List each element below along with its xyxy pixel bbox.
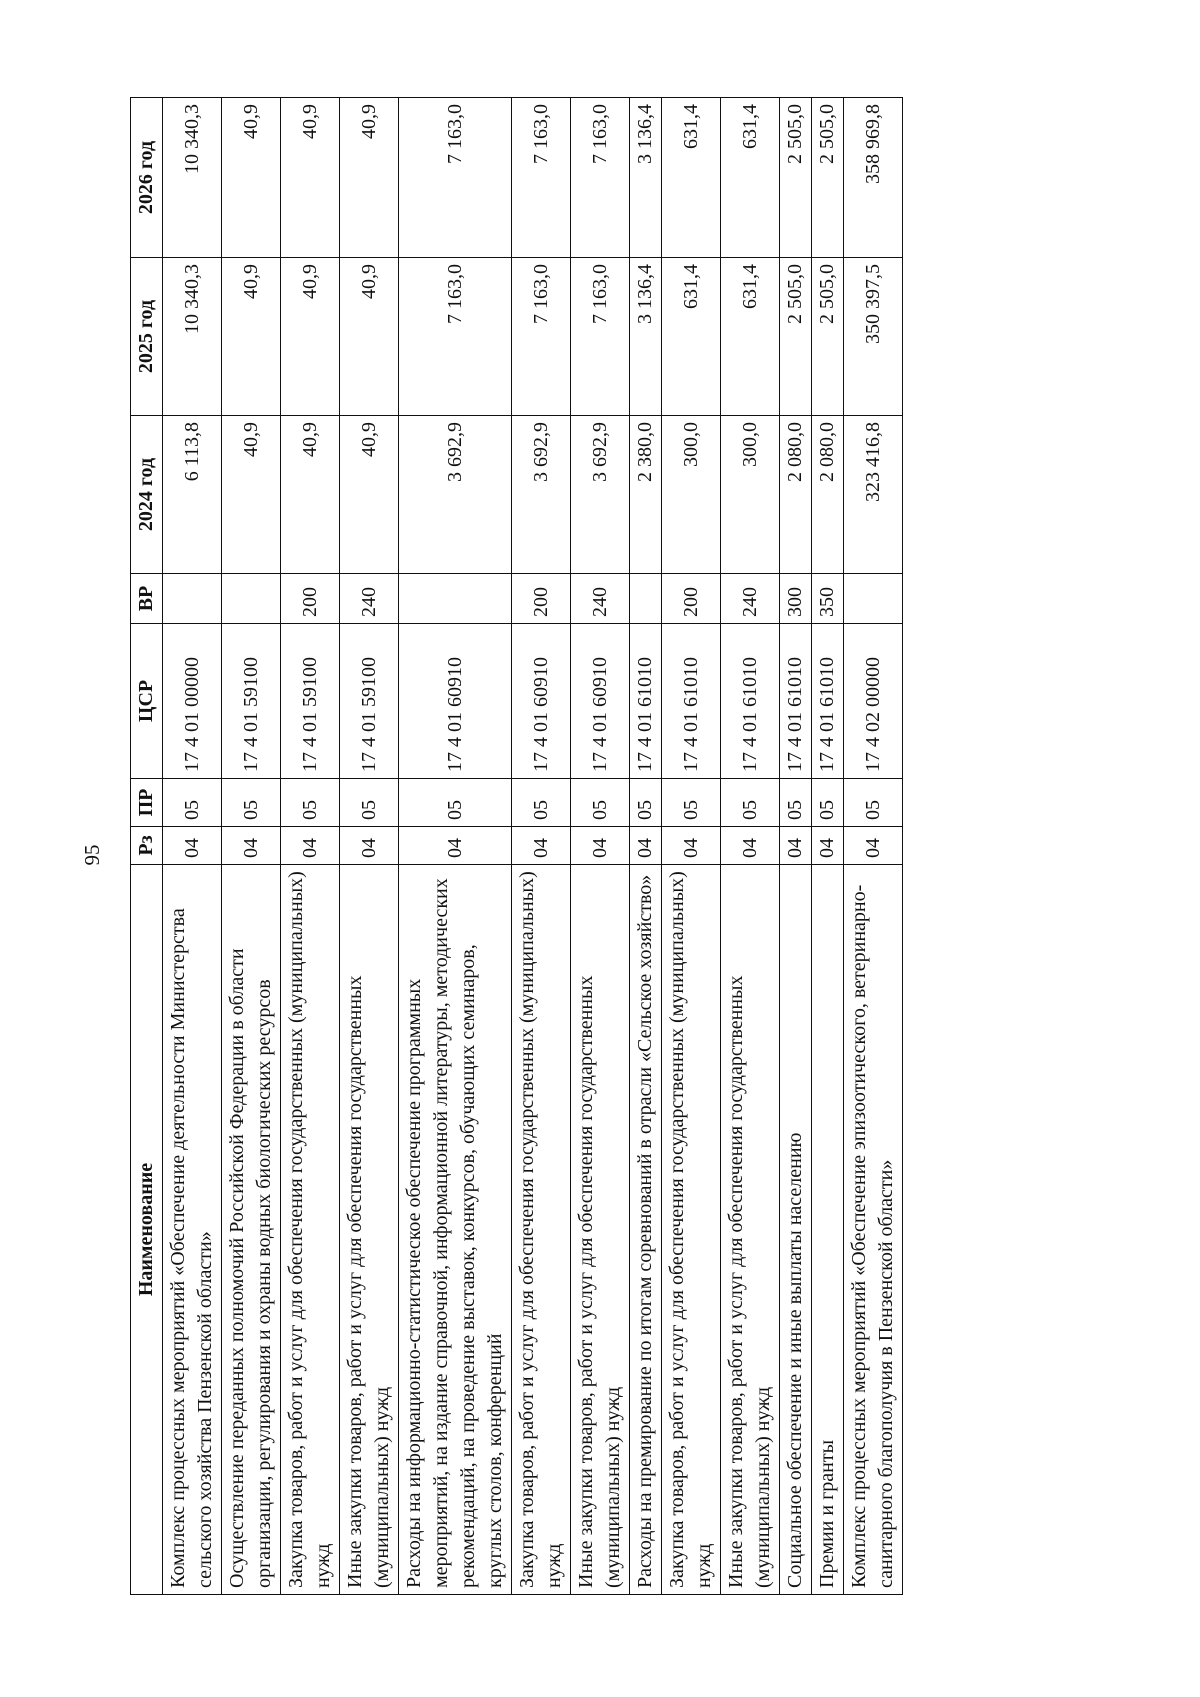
- cell-vr: 240: [571, 574, 630, 624]
- cell-pr: 05: [222, 779, 281, 827]
- table-body: [163, 98, 903, 1595]
- cell-2026: 631,4: [721, 98, 780, 258]
- cell-pr: 05: [630, 779, 662, 827]
- cell-csr: 17 4 01 60910: [512, 624, 571, 779]
- cell-2025: 2 505,0: [812, 258, 844, 416]
- cell-2025: 7 163,0: [571, 258, 630, 416]
- cell-2025: 40,9: [340, 258, 399, 416]
- cell-2026: 40,9: [222, 98, 281, 258]
- cell-2026: 7 163,0: [512, 98, 571, 258]
- cell-vr: 350: [812, 574, 844, 624]
- cell-name: Закупка товаров, работ и услуг для обеспечения государственных (муниципальных) нужд: [662, 865, 721, 1595]
- cell-2025: 40,9: [281, 258, 340, 416]
- cell-name: Расходы на информационно-статистическое обеспечение программных мероприятий, на издание справочной, информационной литературы, методических рекомендаций, на проведение выставок, конкурсов, обучающих семинаров, круглых столов, конференций: [399, 865, 512, 1595]
- rotated-table-container: [130, 98, 1010, 1595]
- cell-pr: 05: [812, 779, 844, 827]
- cell-rz: 04: [163, 827, 222, 865]
- cell-2026: 631,4: [662, 98, 721, 258]
- cell-2024: 40,9: [340, 416, 399, 574]
- cell-name: Социальное обеспечение и иные выплаты населению: [780, 865, 812, 1595]
- cell-vr: 200: [281, 574, 340, 624]
- cell-pr: 05: [512, 779, 571, 827]
- cell-2026: 10 340,3: [163, 98, 222, 258]
- cell-rz: 04: [340, 827, 399, 865]
- cell-2025: 2 505,0: [780, 258, 812, 416]
- cell-csr: 17 4 01 61010: [721, 624, 780, 779]
- header-2025: 2025 год: [131, 258, 163, 416]
- cell-2024: 40,9: [281, 416, 340, 574]
- table-row: [281, 98, 340, 1595]
- cell-vr: 240: [340, 574, 399, 624]
- cell-rz: 04: [222, 827, 281, 865]
- cell-2025: 7 163,0: [399, 258, 512, 416]
- cell-csr: 17 4 01 00000: [163, 624, 222, 779]
- cell-name: Комплекс процессных мероприятий «Обеспечение деятельности Министерства сельского хозяйства Пензенской области»: [163, 865, 222, 1595]
- budget-table: [130, 97, 903, 1595]
- cell-rz: 04: [571, 827, 630, 865]
- cell-name: Премии и гранты: [812, 865, 844, 1595]
- cell-2026: 2 505,0: [780, 98, 812, 258]
- cell-csr: 17 4 01 60910: [399, 624, 512, 779]
- cell-csr: 17 4 01 59100: [281, 624, 340, 779]
- table-header-row: [131, 98, 163, 1595]
- table-row: [571, 98, 630, 1595]
- cell-csr: 17 4 02 00000: [844, 624, 903, 779]
- cell-csr: 17 4 01 60910: [571, 624, 630, 779]
- table-row: [222, 98, 281, 1595]
- table-row: [340, 98, 399, 1595]
- page-number: 95: [80, 844, 104, 866]
- cell-pr: 05: [340, 779, 399, 827]
- cell-2024: 2 080,0: [780, 416, 812, 574]
- cell-rz: 04: [721, 827, 780, 865]
- cell-2024: 300,0: [721, 416, 780, 574]
- cell-vr: 200: [662, 574, 721, 624]
- cell-pr: 05: [163, 779, 222, 827]
- cell-2024: 323 416,8: [844, 416, 903, 574]
- header-name: Наименование: [131, 865, 163, 1595]
- cell-pr: 05: [571, 779, 630, 827]
- header-rz: Рз: [131, 827, 163, 865]
- table-row: [844, 98, 903, 1595]
- cell-2024: 3 692,9: [399, 416, 512, 574]
- cell-2026: 7 163,0: [571, 98, 630, 258]
- cell-2025: 350 397,5: [844, 258, 903, 416]
- table-row: [780, 98, 812, 1595]
- cell-2024: 3 692,9: [571, 416, 630, 574]
- cell-pr: 05: [399, 779, 512, 827]
- cell-2025: 631,4: [662, 258, 721, 416]
- cell-vr: [844, 574, 903, 624]
- table-row: [399, 98, 512, 1595]
- cell-2025: 40,9: [222, 258, 281, 416]
- cell-2024: 2 080,0: [812, 416, 844, 574]
- cell-csr: 17 4 01 61010: [630, 624, 662, 779]
- cell-2025: 3 136,4: [630, 258, 662, 416]
- header-2026: 2026 год: [131, 98, 163, 258]
- cell-2025: 631,4: [721, 258, 780, 416]
- cell-vr: 240: [721, 574, 780, 624]
- cell-csr: 17 4 01 61010: [780, 624, 812, 779]
- cell-vr: [222, 574, 281, 624]
- cell-csr: 17 4 01 59100: [340, 624, 399, 779]
- cell-name: Расходы на премирование по итогам соревнований в отрасли «Сельское хозяйство»: [630, 865, 662, 1595]
- cell-name: Комплекс процессных мероприятий «Обеспечение эпизоотического, ветеринарно-санитарного благополучия в Пензенской области»: [844, 865, 903, 1595]
- cell-name: Закупка товаров, работ и услуг для обеспечения государственных (муниципальных) нужд: [512, 865, 571, 1595]
- cell-rz: 04: [780, 827, 812, 865]
- cell-rz: 04: [630, 827, 662, 865]
- cell-vr: 200: [512, 574, 571, 624]
- table-row: [812, 98, 844, 1595]
- table-row: [512, 98, 571, 1595]
- cell-pr: 05: [721, 779, 780, 827]
- cell-csr: 17 4 01 61010: [812, 624, 844, 779]
- cell-rz: 04: [399, 827, 512, 865]
- header-2024: 2024 год: [131, 416, 163, 574]
- cell-pr: 05: [281, 779, 340, 827]
- cell-2024: 300,0: [662, 416, 721, 574]
- cell-name: Иные закупки товаров, работ и услуг для обеспечения государственных (муниципальных) нужд: [721, 865, 780, 1595]
- cell-pr: 05: [662, 779, 721, 827]
- cell-2026: 358 969,8: [844, 98, 903, 258]
- cell-2026: 40,9: [281, 98, 340, 258]
- cell-2025: 7 163,0: [512, 258, 571, 416]
- table-row: [630, 98, 662, 1595]
- cell-2026: 3 136,4: [630, 98, 662, 258]
- cell-2024: 40,9: [222, 416, 281, 574]
- cell-rz: 04: [812, 827, 844, 865]
- cell-name: Закупка товаров, работ и услуг для обеспечения государственных (муниципальных) нужд: [281, 865, 340, 1595]
- cell-2024: 3 692,9: [512, 416, 571, 574]
- cell-2026: 7 163,0: [399, 98, 512, 258]
- header-vr: ВР: [131, 574, 163, 624]
- cell-2026: 2 505,0: [812, 98, 844, 258]
- cell-rz: 04: [512, 827, 571, 865]
- cell-csr: 17 4 01 61010: [662, 624, 721, 779]
- table-row: [721, 98, 780, 1595]
- header-pr: ПР: [131, 779, 163, 827]
- header-csr: ЦСР: [131, 624, 163, 779]
- cell-2024: 2 380,0: [630, 416, 662, 574]
- cell-2026: 40,9: [340, 98, 399, 258]
- cell-vr: [399, 574, 512, 624]
- cell-pr: 05: [780, 779, 812, 827]
- table-row: [662, 98, 721, 1595]
- cell-name: Иные закупки товаров, работ и услуг для обеспечения государственных (муниципальных) нужд: [340, 865, 399, 1595]
- cell-rz: 04: [844, 827, 903, 865]
- cell-csr: 17 4 01 59100: [222, 624, 281, 779]
- table-row: [163, 98, 222, 1595]
- cell-vr: [163, 574, 222, 624]
- cell-pr: 05: [844, 779, 903, 827]
- cell-vr: 300: [780, 574, 812, 624]
- cell-2024: 6 113,8: [163, 416, 222, 574]
- cell-rz: 04: [662, 827, 721, 865]
- cell-2025: 10 340,3: [163, 258, 222, 416]
- cell-rz: 04: [281, 827, 340, 865]
- cell-vr: [630, 574, 662, 624]
- cell-name: Осуществление переданных полномочий Российской Федерации в области организации, регулирования и охраны водных биологических ресурсов: [222, 865, 281, 1595]
- cell-name: Иные закупки товаров, работ и услуг для обеспечения государственных (муниципальных) нужд: [571, 865, 630, 1595]
